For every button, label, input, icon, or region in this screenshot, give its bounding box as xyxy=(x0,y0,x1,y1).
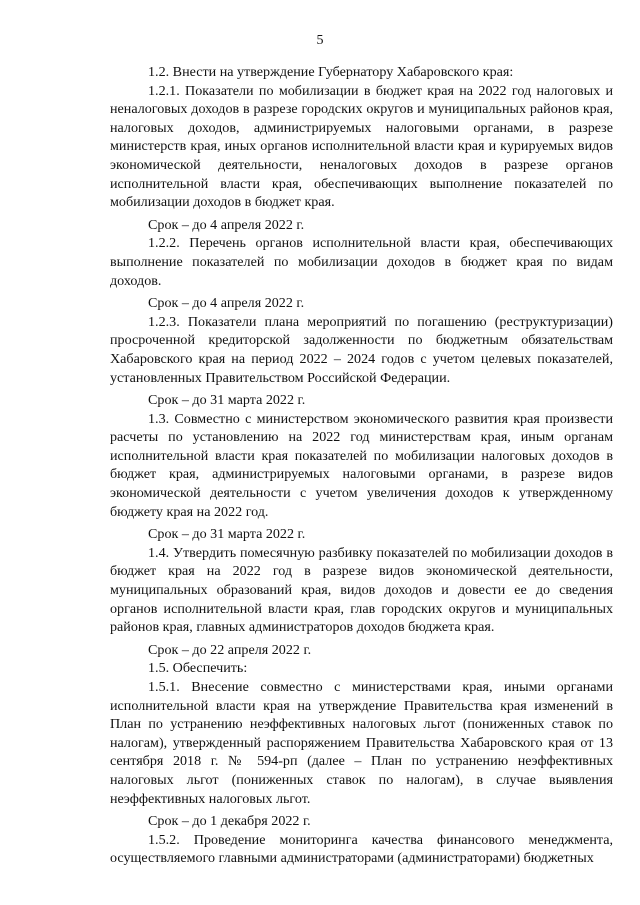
paragraph-1-5-1: 1.5.1. Внесение совместно с министерствами края, иными органами исполнительной власти края на утверждение Правительства края изменений в План по устранению неэффективных налоговых льгот (пониженных ставок по налогам), утвержденный распоряжением Правительства Хабаровского края от 13 сентября 2018 г. № 594-рп (далее – План по устранению неэффективных налоговых льгот (пониженных ставок по налогам), в случае выявления неэффективных налоговых льгот. xyxy=(110,679,613,807)
paragraph-1-2-1: 1.2.1. Показатели по мобилизации в бюджет края на 2022 год налоговых и неналоговых доходов в разрезе городских округов и муниципальных районов края, налоговых доходов, администрируемых налоговыми органами, в разрезе министерств края, иных органов исполнительной власти края и курируемых видов экономической деятельности, неналоговых доходов в разрезе органов исполнительной власти края, обеспечивающих выполнение показателей по мобилизации доходов в бюджет края. xyxy=(110,82,613,211)
paragraph-1-2-2: 1.2.2. Перечень органов исполнительной власти края, обеспечивающих выполнение показателей по мобилизации доходов в бюджет края по видам доходов. xyxy=(110,235,613,289)
paragraph-1-2-3: 1.2.3. Показатели плана мероприятий по погашению (реструктуризации) просроченной кредиторской задолженности по бюджетным обязательствам Хабаровского края на период 2022 – 2024 годов с учетом целевых показателей, установленных Правительством Российской Федерации. xyxy=(110,313,613,386)
deadline-1-2-3: Срок – до 31 марта 2022 г. xyxy=(148,392,306,409)
paragraph-1-4: 1.4. Утвердить помесячную разбивку показателей по мобилизации доходов в бюджет края на 2022 год в разрезе видов экономической деятельности, муниципальных образований края, видов доходов и довести ее до сведения органов исполнительной власти края, глав городских округов и муниципальных районов края, главных администраторов доходов бюджета края. xyxy=(110,544,613,636)
deadline-1-2-2: Срок – до 4 апреля 2022 г. xyxy=(148,295,305,312)
page-number: 5 xyxy=(316,33,324,48)
paragraph-1-3: 1.3. Совместно с министерством экономического развития края произвести расчеты по установлению на 2022 год министерствам края, иным органам исполнительной власти края показателей по мобилизации налоговых доходов в бюджет края, администрируемых налоговыми органами, в разрезе видов экономической деятельности с учетом увеличения доходов к утвержденному бюджету края на 2022 год. xyxy=(110,410,613,520)
paragraph-1-2: 1.2. Внести на утверждение Губернатору Хабаровского края: xyxy=(148,64,514,80)
deadline-1-3: Срок – до 31 марта 2022 г. xyxy=(148,526,306,543)
deadline-1-2-1: Срок – до 4 апреля 2022 г. xyxy=(148,216,305,233)
deadline-1-5-1: Срок – до 1 декабря 2022 г. xyxy=(148,813,311,830)
document-body xyxy=(110,63,613,868)
paragraph-1-5-2: 1.5.2. Проведение мониторинга качества финансового менеджмента, осуществляемого главными администраторами (администраторами) бюджетных xyxy=(110,831,613,867)
paragraph-1-5: 1.5. Обеспечить: xyxy=(148,660,248,677)
deadline-1-4: Срок – до 22 апреля 2022 г. xyxy=(148,641,312,658)
